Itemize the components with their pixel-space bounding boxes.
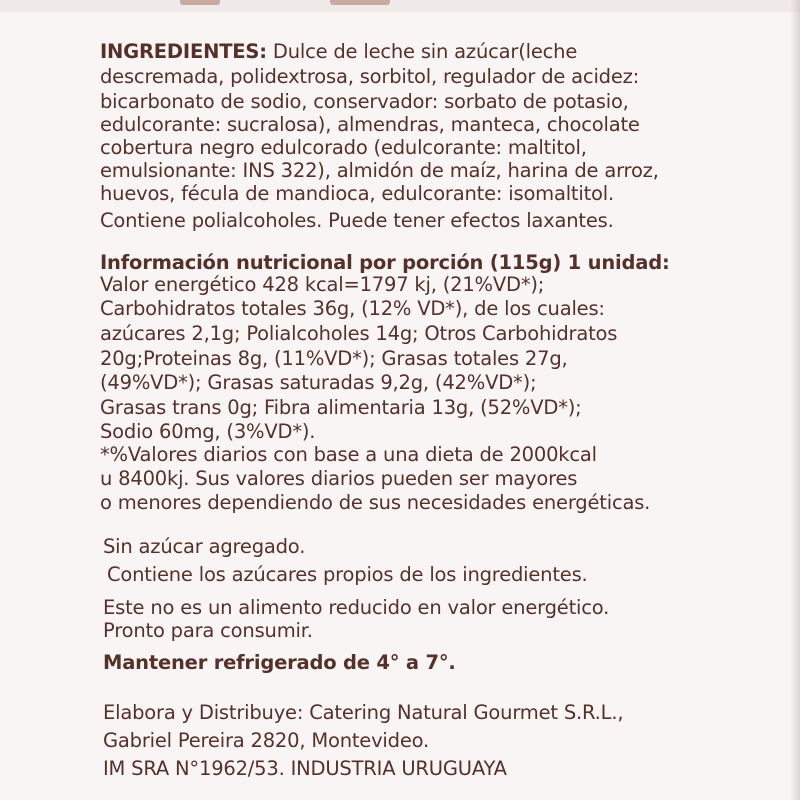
ingredients-text: Dulce de leche sin azúcar(leche	[266, 40, 578, 63]
manufacturer-line: Gabriel Pereira 2820, Montevideo.	[103, 729, 430, 752]
ingredients-line: emulsionante: INS 322), almidón de maíz, harina de arroz,	[100, 159, 659, 182]
note-line: Pronto para consumir.	[103, 619, 313, 642]
nutrition-heading: Información nutricional por porción (115g) 1 unidad:	[100, 251, 670, 274]
manufacturer-line: Elabora y Distribuye: Catering Natural Gourmet S.R.L.,	[103, 701, 624, 724]
package-fold-shadow	[790, 0, 800, 800]
nutrition-line: Valor energético 428 kcal=1797 kj, (21%VD*);	[100, 273, 545, 296]
nutrition-line: Sodio 60mg, (3%VD*).	[100, 420, 316, 443]
laxative-warning: Contiene polialcoholes. Puede tener efectos laxantes.	[100, 209, 614, 232]
nutrition-footnote: *%Valores diarios con base a una dieta de 2000kcal	[100, 443, 597, 466]
note-line: Sin azúcar agregado.	[103, 535, 306, 558]
manufacturer-line: IM SRA N°1962/53. INDUSTRIA URUGUAYA	[103, 757, 507, 780]
ingredients-line: cobertura negro edulcorado (edulcorante: maltitol,	[100, 136, 587, 159]
nutrition-line: (49%VD*); Grasas saturadas 9,2g, (42%VD*);	[100, 371, 537, 394]
print-mark	[330, 0, 390, 5]
ingredients-line: descremada, polidextrosa, sorbitol, regulador de acidez:	[100, 65, 640, 88]
note-line: Este no es un alimento reducido en valor energético.	[103, 596, 610, 619]
ingredients-line: edulcorante: sucralosa), almendras, manteca, chocolate	[100, 113, 640, 136]
print-mark	[180, 0, 220, 5]
nutrition-line: Grasas trans 0g; Fibra alimentaria 13g, (52%VD*);	[100, 396, 582, 419]
storage-instruction: Mantener refrigerado de 4° a 7°.	[103, 651, 456, 674]
ingredients-line: huevos, fécula de mandioca, edulcorante: isomaltitol.	[100, 182, 614, 205]
ingredients-line	[100, 40, 577, 64]
nutrition-footnote: u 8400kj. Sus valores diarios pueden ser mayores	[100, 467, 578, 490]
nutrition-line: 20g;Proteinas 8g, (11%VD*); Grasas totales 27g,	[100, 347, 568, 370]
ingredients-line: bicarbonato de sodio, conservador: sorbato de potasio,	[100, 90, 629, 113]
package-top-edge	[0, 0, 800, 12]
ingredients-heading: INGREDIENTES:	[100, 40, 267, 63]
nutrition-footnote: o menores dependiendo de sus necesidades energéticas.	[100, 491, 651, 514]
note-line: Contiene los azúcares propios de los ingredientes.	[107, 563, 588, 586]
nutrition-line: Carbohidratos totales 36g, (12% VD*), de los cuales:	[100, 297, 605, 320]
nutrition-line: azúcares 2,1g; Polialcoholes 14g; Otros Carbohidratos	[100, 322, 618, 345]
